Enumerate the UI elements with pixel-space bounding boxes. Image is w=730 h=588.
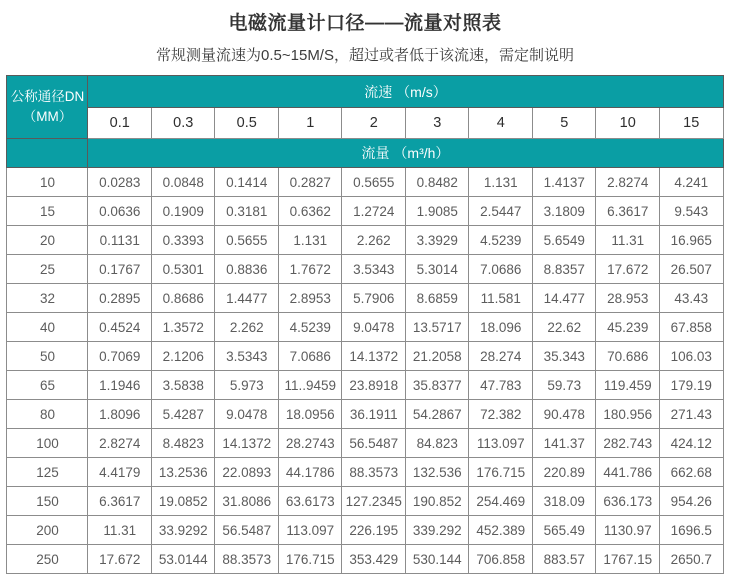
flow-value-cell: 56.5487: [342, 429, 406, 458]
flow-value-cell: 2.5447: [469, 197, 533, 226]
flow-value-cell: 13.5717: [405, 313, 469, 342]
flow-value-cell: 0.2827: [278, 168, 342, 197]
flow-value-cell: 1767.15: [596, 545, 660, 574]
flow-value-cell: 3.1809: [532, 197, 596, 226]
flow-value-cell: 88.3573: [215, 545, 279, 574]
flow-value-cell: 0.5301: [151, 255, 215, 284]
flow-value-cell: 1.4477: [215, 284, 279, 313]
flow-value-cell: 1.7672: [278, 255, 342, 284]
flow-value-cell: 88.3573: [342, 458, 406, 487]
flow-value-cell: 14.1372: [342, 342, 406, 371]
velocity-value: 10: [596, 108, 660, 139]
flow-value-cell: 16.965: [659, 226, 723, 255]
flow-value-cell: 2.8274: [596, 168, 660, 197]
flow-value-cell: 1.4137: [532, 168, 596, 197]
flow-value-cell: 4.5239: [278, 313, 342, 342]
flow-value-cell: 1.9085: [405, 197, 469, 226]
table-row: [7, 168, 723, 197]
flow-value-cell: 7.0686: [278, 342, 342, 371]
flow-value-cell: 2.262: [215, 313, 279, 342]
flow-value-cell: 7.0686: [469, 255, 533, 284]
flow-value-cell: 0.2895: [88, 284, 152, 313]
table-row: [7, 487, 723, 516]
table-row: [7, 284, 723, 313]
table-row: [7, 342, 723, 371]
flow-value-cell: 2650.7: [659, 545, 723, 574]
velocity-value: 4: [469, 108, 533, 139]
flow-value-cell: 0.5655: [342, 168, 406, 197]
dn-value-cell: 25: [7, 255, 88, 284]
flow-value-cell: 21.2058: [405, 342, 469, 371]
velocity-header-row: [7, 76, 723, 108]
flow-value-cell: 36.1911: [342, 400, 406, 429]
flow-value-cell: 2.8953: [278, 284, 342, 313]
flow-value-cell: 9.0478: [215, 400, 279, 429]
flow-value-cell: 54.2867: [405, 400, 469, 429]
flow-value-cell: 883.57: [532, 545, 596, 574]
flow-value-cell: 954.26: [659, 487, 723, 516]
flow-value-cell: 179.19: [659, 371, 723, 400]
flow-value-cell: 0.6362: [278, 197, 342, 226]
table-row: [7, 255, 723, 284]
velocity-value: 5: [532, 108, 596, 139]
flow-value-cell: 0.8686: [151, 284, 215, 313]
dn-value-cell: 20: [7, 226, 88, 255]
flow-value-cell: 31.8086: [215, 487, 279, 516]
flow-value-cell: 6.3617: [88, 487, 152, 516]
flow-header-cell: 流量 （m³/h）: [88, 139, 723, 168]
flow-value-cell: 5.4287: [151, 400, 215, 429]
page-subtitle: 常规测量流速为0.5~15M/S，超过或者低于该流速，需定制说明: [156, 47, 574, 64]
velocity-value: 2: [342, 108, 406, 139]
flow-value-cell: 0.3181: [215, 197, 279, 226]
flow-value-cell: 67.858: [659, 313, 723, 342]
flow-value-cell: 23.8918: [342, 371, 406, 400]
flow-value-cell: 141.37: [532, 429, 596, 458]
flow-value-cell: 11.31: [88, 516, 152, 545]
flow-value-cell: 28.953: [596, 284, 660, 313]
flow-value-cell: 5.973: [215, 371, 279, 400]
flow-value-cell: 8.4823: [151, 429, 215, 458]
flow-value-cell: 28.2743: [278, 429, 342, 458]
flow-value-cell: 180.956: [596, 400, 660, 429]
flow-value-cell: 0.0636: [88, 197, 152, 226]
flow-value-cell: 1.3572: [151, 313, 215, 342]
table-row: [7, 516, 723, 545]
flow-value-cell: 565.49: [532, 516, 596, 545]
flow-value-cell: 0.8482: [405, 168, 469, 197]
flow-value-cell: 106.03: [659, 342, 723, 371]
table-row: [7, 429, 723, 458]
table-row: [7, 313, 723, 342]
flow-value-cell: 0.1131: [88, 226, 152, 255]
flow-value-cell: 0.1414: [215, 168, 279, 197]
flow-value-cell: 33.9292: [151, 516, 215, 545]
table-row: [7, 371, 723, 400]
flow-value-cell: 35.343: [532, 342, 596, 371]
flow-value-cell: 63.6173: [278, 487, 342, 516]
flow-value-cell: 662.68: [659, 458, 723, 487]
flow-value-cell: 1.2724: [342, 197, 406, 226]
flow-value-cell: 44.1786: [278, 458, 342, 487]
flow-value-cell: 0.7069: [88, 342, 152, 371]
table-body: [7, 168, 723, 574]
flow-value-cell: 318.09: [532, 487, 596, 516]
flow-value-cell: 13.2536: [151, 458, 215, 487]
flow-value-cell: 119.459: [596, 371, 660, 400]
flow-value-cell: 3.3929: [405, 226, 469, 255]
flow-value-cell: 59.73: [532, 371, 596, 400]
flow-value-cell: 56.5487: [215, 516, 279, 545]
velocity-value: 0.3: [151, 108, 215, 139]
flow-value-cell: 226.195: [342, 516, 406, 545]
flow-value-cell: 1.131: [278, 226, 342, 255]
flow-value-cell: 9.0478: [342, 313, 406, 342]
dn-value-cell: 125: [7, 458, 88, 487]
dn-value-cell: 32: [7, 284, 88, 313]
flow-value-cell: 530.144: [405, 545, 469, 574]
flow-value-cell: 1.8096: [88, 400, 152, 429]
table-row: [7, 226, 723, 255]
flow-value-cell: 43.43: [659, 284, 723, 313]
flow-value-cell: 127.2345: [342, 487, 406, 516]
dn-value-cell: 80: [7, 400, 88, 429]
flow-value-cell: 441.786: [596, 458, 660, 487]
velocity-header-cell: 流速 （m/s）: [88, 76, 723, 108]
flow-value-cell: 3.5343: [215, 342, 279, 371]
flow-value-cell: 132.536: [405, 458, 469, 487]
flow-value-cell: 1.1946: [88, 371, 152, 400]
flow-value-cell: 18.0956: [278, 400, 342, 429]
flow-value-cell: 5.7906: [342, 284, 406, 313]
flow-value-cell: 636.173: [596, 487, 660, 516]
dn-value-cell: 40: [7, 313, 88, 342]
flow-value-cell: 35.8377: [405, 371, 469, 400]
flow-value-cell: 72.382: [469, 400, 533, 429]
dn-value-cell: 10: [7, 168, 88, 197]
flow-value-cell: 26.507: [659, 255, 723, 284]
table-row: [7, 197, 723, 226]
flow-value-cell: 9.543: [659, 197, 723, 226]
flow-value-cell: 84.823: [405, 429, 469, 458]
flow-value-cell: 47.783: [469, 371, 533, 400]
flow-value-cell: 176.715: [469, 458, 533, 487]
flow-value-cell: 0.1909: [151, 197, 215, 226]
velocity-value: 0.5: [215, 108, 279, 139]
flow-value-cell: 90.478: [532, 400, 596, 429]
flow-value-cell: 11..9459: [278, 371, 342, 400]
flow-value-cell: 18.096: [469, 313, 533, 342]
flow-value-cell: 53.0144: [151, 545, 215, 574]
flow-value-cell: 0.0283: [88, 168, 152, 197]
table-row: [7, 400, 723, 429]
flow-value-cell: 8.6859: [405, 284, 469, 313]
corner-header-line1: 公称通径DN: [10, 88, 85, 104]
flow-value-cell: 4.241: [659, 168, 723, 197]
dn-value-cell: 250: [7, 545, 88, 574]
flow-value-cell: 5.3014: [405, 255, 469, 284]
table-row: [7, 458, 723, 487]
flow-value-cell: 0.1767: [88, 255, 152, 284]
flow-value-cell: 424.12: [659, 429, 723, 458]
flow-value-cell: 706.858: [469, 545, 533, 574]
velocity-value: 15: [659, 108, 723, 139]
flow-header-row: [7, 139, 723, 168]
flow-value-cell: 14.1372: [215, 429, 279, 458]
corner-empty-cell: [7, 139, 88, 168]
flow-value-cell: 271.43: [659, 400, 723, 429]
flow-value-cell: 8.8357: [532, 255, 596, 284]
flow-value-cell: 22.0893: [215, 458, 279, 487]
flow-value-cell: 5.6549: [532, 226, 596, 255]
flow-value-cell: 176.715: [278, 545, 342, 574]
flow-value-cell: 452.389: [469, 516, 533, 545]
flow-value-cell: 3.5343: [342, 255, 406, 284]
flow-value-cell: 4.5239: [469, 226, 533, 255]
corner-header-line2: （MM）: [22, 109, 73, 124]
flow-value-cell: 45.239: [596, 313, 660, 342]
corner-header-cell: [7, 76, 88, 139]
flow-value-cell: 0.8836: [215, 255, 279, 284]
flow-value-cell: 14.477: [532, 284, 596, 313]
flow-value-cell: 0.0848: [151, 168, 215, 197]
velocity-value: 3: [405, 108, 469, 139]
dn-value-cell: 200: [7, 516, 88, 545]
flow-value-cell: 28.274: [469, 342, 533, 371]
flow-value-cell: 19.0852: [151, 487, 215, 516]
flow-rate-table: [6, 75, 723, 574]
flow-value-cell: 2.1206: [151, 342, 215, 371]
velocity-value: 1: [278, 108, 342, 139]
dn-value-cell: 65: [7, 371, 88, 400]
velocity-values-row: [7, 108, 723, 139]
flow-value-cell: 4.4179: [88, 458, 152, 487]
velocity-value: 0.1: [88, 108, 152, 139]
flow-value-cell: 22.62: [532, 313, 596, 342]
flow-value-cell: 254.469: [469, 487, 533, 516]
flow-value-cell: 113.097: [469, 429, 533, 458]
flow-value-cell: 0.4524: [88, 313, 152, 342]
dn-value-cell: 15: [7, 197, 88, 226]
dn-value-cell: 50: [7, 342, 88, 371]
flow-value-cell: 11.31: [596, 226, 660, 255]
flow-value-cell: 6.3617: [596, 197, 660, 226]
table-row: [7, 545, 723, 574]
flow-value-cell: 282.743: [596, 429, 660, 458]
flow-value-cell: 1.131: [469, 168, 533, 197]
flow-value-cell: 1696.5: [659, 516, 723, 545]
flow-value-cell: 11.581: [469, 284, 533, 313]
flow-value-cell: 113.097: [278, 516, 342, 545]
flow-value-cell: 17.672: [88, 545, 152, 574]
table-header: [7, 76, 723, 168]
flow-value-cell: 17.672: [596, 255, 660, 284]
flow-value-cell: 2.262: [342, 226, 406, 255]
flow-value-cell: 0.5655: [215, 226, 279, 255]
flow-value-cell: 339.292: [405, 516, 469, 545]
dn-value-cell: 150: [7, 487, 88, 516]
flow-value-cell: 353.429: [342, 545, 406, 574]
dn-value-cell: 100: [7, 429, 88, 458]
flow-value-cell: 190.852: [405, 487, 469, 516]
page-title: 电磁流量计口径——流量对照表: [228, 13, 502, 34]
flow-value-cell: 2.8274: [88, 429, 152, 458]
flow-value-cell: 70.686: [596, 342, 660, 371]
flow-value-cell: 1130.97: [596, 516, 660, 545]
flow-value-cell: 0.3393: [151, 226, 215, 255]
flow-value-cell: 220.89: [532, 458, 596, 487]
flow-value-cell: 3.5838: [151, 371, 215, 400]
